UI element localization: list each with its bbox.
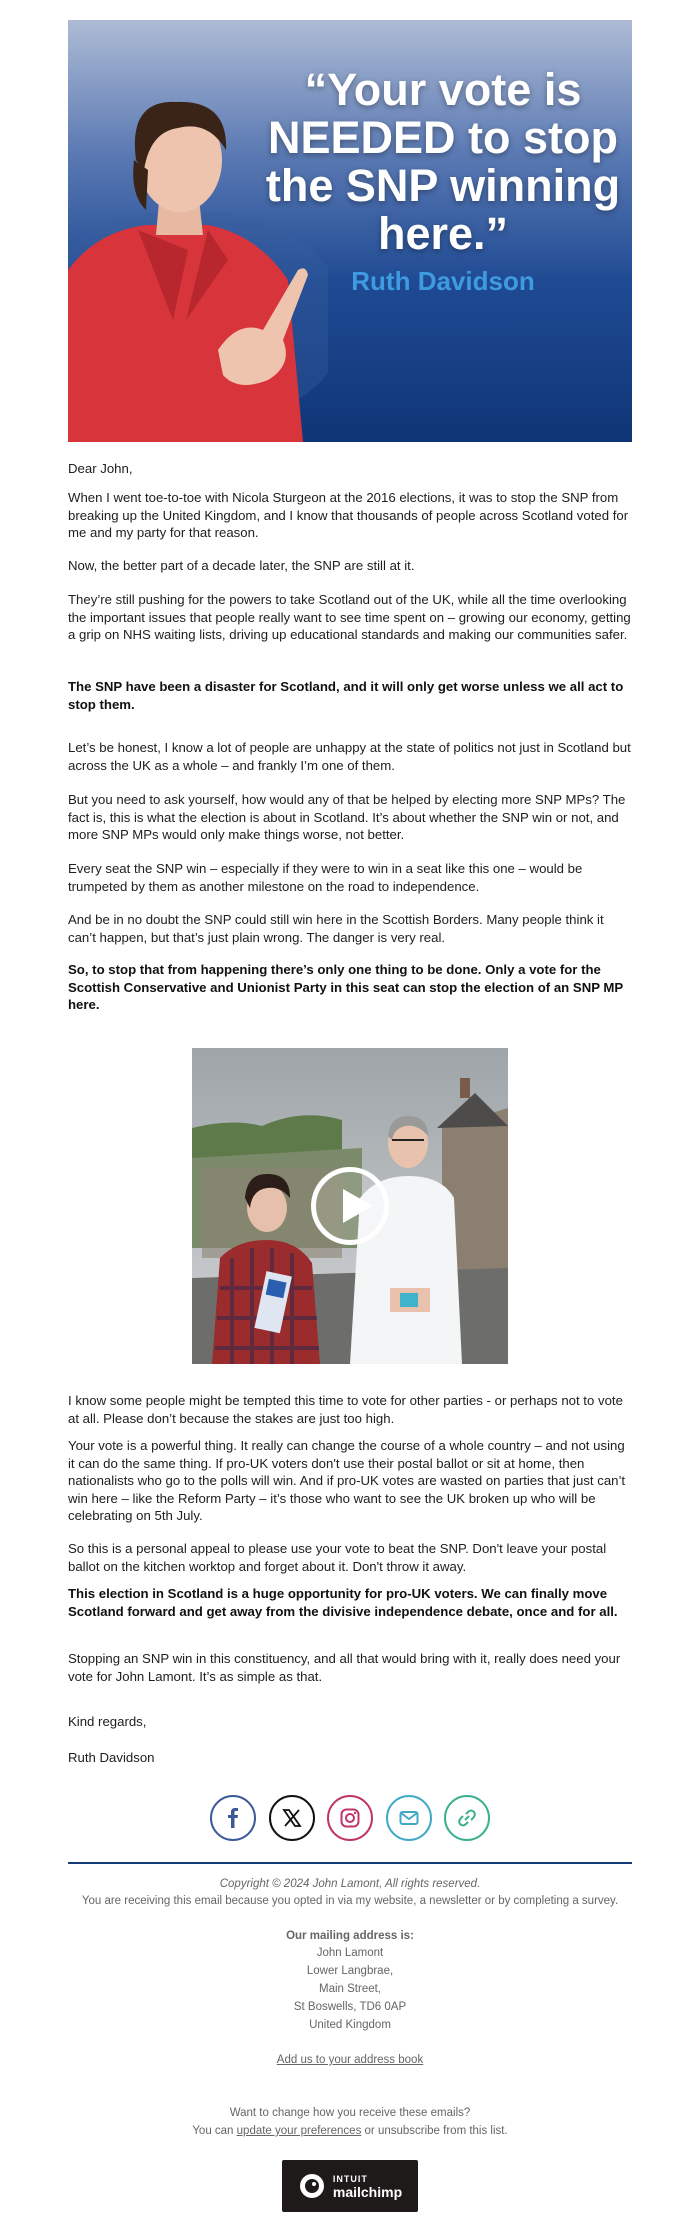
- paragraph-1: When I went toe-to-toe with Nicola Sturgeon at the 2016 elections, it was to stop the SNP from breaking up the United Kingdom, and I know that thousands of people across Scotland voted for me and my party for that reason.: [68, 490, 629, 540]
- paragraph-13-bold: This election in Scotland is a huge opportunity for pro-UK voters. We can finally move Scotland forward and get away from the divisive independence debate, once and for all.: [68, 1586, 618, 1619]
- signature: Ruth Davidson: [68, 1750, 155, 1765]
- change-question: Want to change how you receive these emails?: [229, 2107, 471, 2119]
- instagram-icon: [339, 1807, 361, 1829]
- greeting: Dear John,: [68, 461, 133, 476]
- hero-attribution: Ruth Davidson: [351, 266, 535, 296]
- instagram-link[interactable]: [327, 1795, 373, 1841]
- x-link[interactable]: [269, 1795, 315, 1841]
- email-link[interactable]: [386, 1795, 432, 1841]
- website-link[interactable]: [444, 1795, 490, 1841]
- address-line: Main Street,: [319, 1983, 381, 1995]
- optin-reason: You are receiving this email because you opted in via my website, a newsletter or by completing a survey.: [81, 1895, 619, 1907]
- link-icon: [456, 1807, 478, 1829]
- paragraph-14: Stopping an SNP win in this constituency, and all that would bring with it, really does need your vote for John Lamont. It’s as simple as that.: [68, 1651, 621, 1684]
- paragraph-7: Every seat the SNP win – especially if they were to win in a seat like this one – would be trumpeted by them as another milestone on the road to independence.: [68, 861, 583, 894]
- paragraph-8: And be in no doubt the SNP could still win here in the Scottish Borders. Many people think it can’t happen, but that’s just plain wrong. The danger is very real.: [68, 912, 604, 945]
- facebook-link[interactable]: [210, 1795, 256, 1841]
- add-to-address-book-link[interactable]: Add us to your address book: [276, 2054, 424, 2066]
- mailing-heading: Our mailing address is:: [286, 1930, 414, 1942]
- paragraph-3: They’re still pushing for the powers to take Scotland out of the UK, while all the time overlooking the important issues that people really want to see time spent on – growing our economy, getting a grip on NHS waiting lists, driving up educational standards and making our communities safer.: [68, 592, 631, 642]
- update-preferences-link[interactable]: update your preferences: [236, 2125, 362, 2137]
- paragraph-9-bold: So, to stop that from happening there’s only one thing to be done. Only a vote for the Scottish Conservative and Unionist Party in this seat can stop the election of an SNP MP here.: [68, 962, 623, 1012]
- address-line: Lower Langbrae,: [306, 1965, 394, 1977]
- social-links: [210, 1795, 490, 1845]
- preferences-suffix: or unsubscribe from this list.: [361, 2125, 508, 2137]
- paragraph-11: Your vote is a powerful thing. It really can change the course of a whole country – and not using it can do the same thing. If pro-UK voters don't use their postal ballot or sit at home, then nationalists who go to the polls will win. And if pro-UK votes are wasted on parties that just can’t win here – like the Reform Party – it’s those who want to see the UK broken up who will be celebrating on 5th July.: [68, 1438, 626, 1523]
- preferences-line: [68, 2124, 632, 2139]
- mailchimp-wordmark: [333, 2173, 402, 2199]
- badge-bottom-text: mailchimp: [332, 2184, 403, 2200]
- paragraph-4-bold: The SNP have been a disaster for Scotland, and it will only get worse unless we all act to stop them.: [68, 679, 624, 712]
- signoff: Kind regards,: [68, 1714, 147, 1729]
- mailchimp-icon: [298, 2172, 326, 2200]
- video-thumbnail[interactable]: [192, 1048, 508, 1364]
- hero-quote: “Your vote is NEEDED to stop the SNP winning here.”: [265, 64, 621, 259]
- address-book-row: [68, 2053, 632, 2068]
- footer-divider: [68, 1862, 632, 1864]
- address-line: John Lamont: [316, 1947, 384, 1959]
- paragraph-5: Let’s be honest, I know a lot of people are unhappy at the state of politics not just in Scotland but across the UK as a whole – and frankly I’m one of them.: [68, 740, 631, 773]
- hero-banner: [68, 20, 632, 442]
- address-line: St Boswells, TD6 0AP: [293, 2001, 407, 2013]
- paragraph-10: I know some people might be tempted this time to vote for other parties - or perhaps not to vote at all. Please don’t because the stakes are just too high.: [68, 1393, 623, 1426]
- email-icon: [398, 1807, 420, 1829]
- badge-top-text: INTUIT: [332, 2174, 368, 2184]
- play-button[interactable]: [311, 1167, 389, 1245]
- preferences-prefix: You can: [192, 2125, 237, 2137]
- paragraph-12: So this is a personal appeal to please use your vote to beat the SNP. Don't leave your postal ballot on the kitchen worktop and forget about it. Don't throw it away.: [68, 1541, 607, 1574]
- paragraph-6: But you need to ask yourself, how would any of that be helped by electing more SNP MPs? The fact is, this is what the election is about in Scotland. It’s about whether the SNP win or not, and more SNP MPs would only make things worse, not better.: [68, 792, 626, 842]
- mailchimp-badge[interactable]: [282, 2160, 418, 2212]
- address-line: United Kingdom: [309, 2019, 391, 2031]
- copyright: Copyright © 2024 John Lamont, All rights reserved.: [219, 1878, 481, 1890]
- x-icon: [281, 1807, 303, 1829]
- paragraph-2: Now, the better part of a decade later, the SNP are still at it.: [68, 558, 415, 573]
- facebook-icon: [222, 1807, 244, 1829]
